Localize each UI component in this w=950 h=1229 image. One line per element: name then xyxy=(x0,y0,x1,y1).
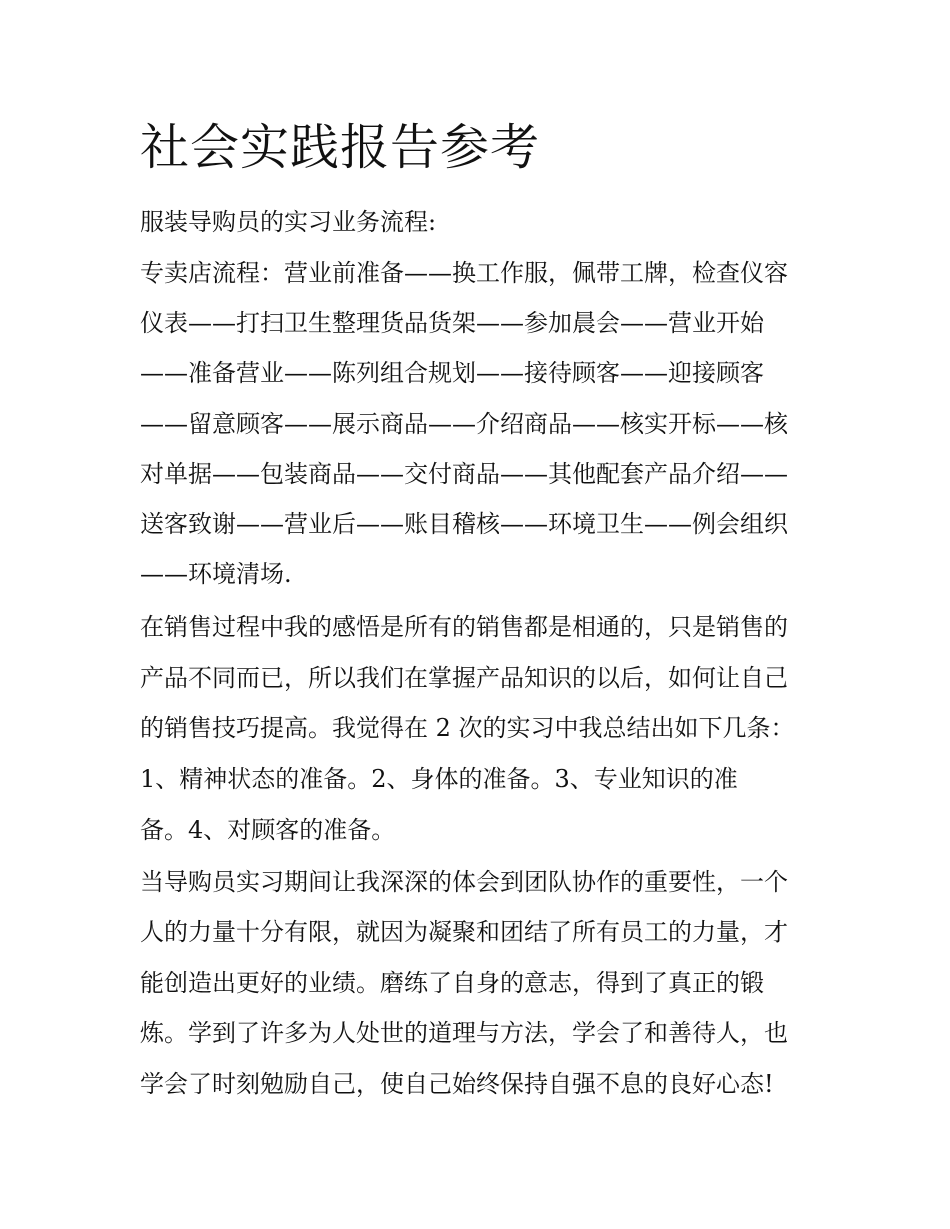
text-line: 能创造出更好的业绩。磨练了自身的意志，得到了真正的锻 xyxy=(140,969,764,997)
document-title: 社会实践报告参考 xyxy=(140,119,541,176)
text-line: ——留意顾客——展示商品——介绍商品——核实开标——核 xyxy=(140,410,788,438)
text-line: 对单据——包装商品——交付商品——其他配套产品介绍—— xyxy=(140,460,788,488)
text-line: 服装导购员的实习业务流程: xyxy=(140,208,437,236)
text-line: ——准备营业——陈列组合规划——接待顾客——迎接顾客 xyxy=(140,359,764,387)
text-line: 学会了时刻勉励自己，使自己始终保持自强不息的良好心态! xyxy=(140,1070,774,1098)
text-line: 送客致谢——营业后——账目稽核——环境卫生——例会组织 xyxy=(140,510,788,538)
text-line: ——环境清场. xyxy=(140,560,292,588)
text-line: 人的力量十分有限，就因为凝聚和团结了所有员工的力量，才 xyxy=(140,918,788,946)
text-line: 产品不同而已，所以我们在掌握产品知识的以后，如何让自己 xyxy=(140,664,788,692)
text-line: 专卖店流程：营业前准备——换工作服，佩带工牌，检查仪容 xyxy=(140,259,788,287)
text-line: 备。4、对顾客的准备。 xyxy=(140,816,396,844)
text-line: 炼。学到了许多为人处世的道理与方法，学会了和善待人，也 xyxy=(140,1019,788,1047)
text-line: 当导购员实习期间让我深深的体会到团队协作的重要性，一个 xyxy=(140,868,788,896)
text-line: 1、精神状态的准备。2、身体的准备。3、专业知识的准 xyxy=(140,765,738,793)
text-line: 在销售过程中我的感悟是所有的销售都是相通的，只是销售的 xyxy=(140,613,788,641)
text-line: 仪表——打扫卫生整理货品货架——参加晨会——营业开始 xyxy=(140,309,764,337)
text-line: 的销售技巧提高。我觉得在 2 次的实习中我总结出如下几条： xyxy=(140,714,795,742)
